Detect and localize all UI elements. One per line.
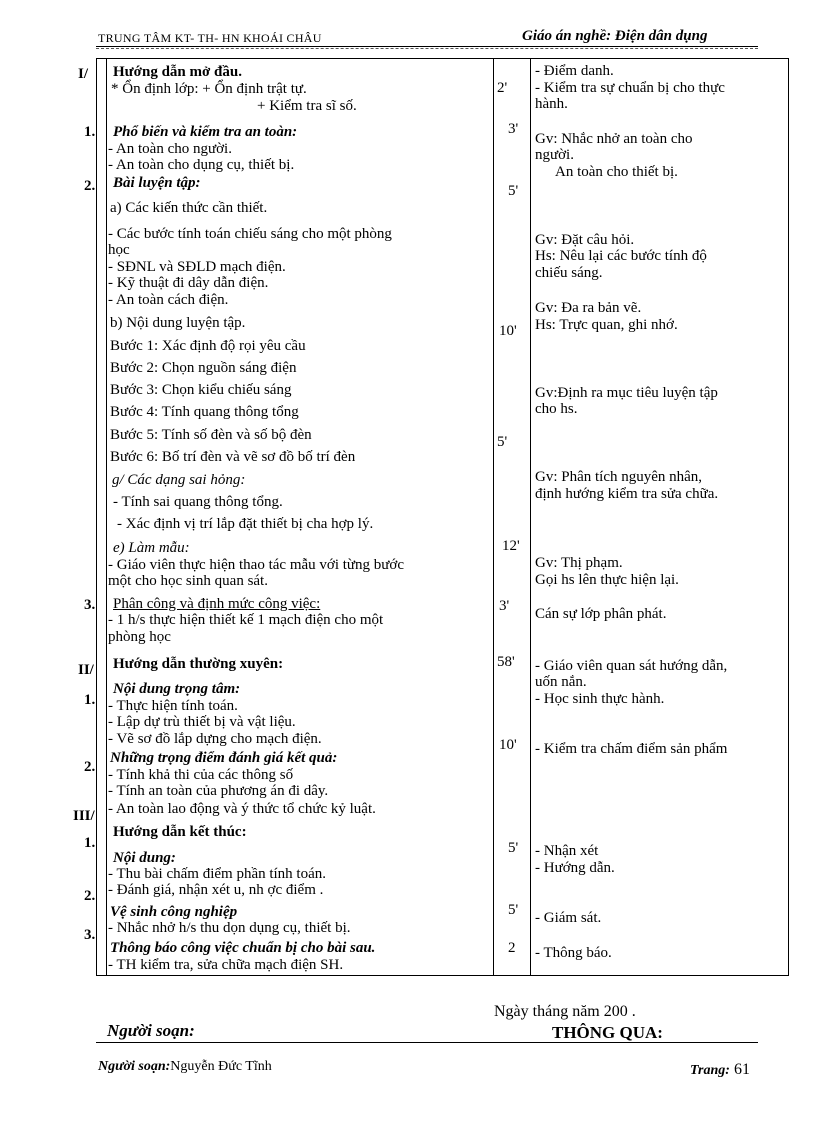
section-number: II/ xyxy=(78,662,94,678)
content-line: học xyxy=(108,242,130,258)
page-number-value: 61 xyxy=(733,1061,750,1078)
duration: 5' xyxy=(508,183,519,199)
duration: 2' xyxy=(497,80,508,96)
content-line: phòng học xyxy=(108,629,171,645)
duration: 5' xyxy=(508,902,519,918)
content-line: Bước 5: Tính số đèn và số bộ đèn xyxy=(110,427,312,443)
section-number: 1. xyxy=(84,124,96,140)
header-subject: Giáo án nghề: Điện dân dụng xyxy=(522,28,708,44)
content-line: Nội dung trọng tâm: xyxy=(113,681,241,697)
method-line: An toàn cho thiết bị. xyxy=(555,164,678,180)
content-line: - 1 h/s thực hiện thiết kế 1 mạch điện cho một xyxy=(108,612,384,628)
section-number: 3. xyxy=(84,927,96,943)
table-grid-line xyxy=(96,58,788,59)
content-line: + Kiểm tra sĩ số. xyxy=(257,98,357,114)
section-number: 1. xyxy=(84,835,96,851)
method-line: hành. xyxy=(535,96,568,112)
content-line: Hướng dẫn kết thúc: xyxy=(113,824,247,840)
content-line: - Vẽ sơ đồ lắp dựng cho mạch điện. xyxy=(108,731,322,747)
section-number: 2. xyxy=(84,759,96,775)
method-line: định hướng kiểm tra sửa chữa. xyxy=(535,486,719,502)
page-number xyxy=(690,1061,750,1079)
section-number: 3. xyxy=(84,597,96,613)
method-line: - Nhận xét xyxy=(535,843,599,859)
page-label: Trang: xyxy=(690,1063,730,1078)
header-rule-dashed xyxy=(96,48,758,49)
prepared-by-label: Người soạn: xyxy=(107,1021,195,1040)
section-number: III/ xyxy=(73,808,95,824)
content-line: - An toàn cho dụng cụ, thiết bị. xyxy=(108,157,295,173)
content-line: Hướng dẫn thường xuyên: xyxy=(113,656,284,672)
duration: 10' xyxy=(499,737,517,753)
method-line: Gv: Đa ra bản vẽ. xyxy=(535,300,642,316)
content-line: - TH kiểm tra, sửa chữa mạch điện SH. xyxy=(108,957,344,973)
duration: 5' xyxy=(497,434,508,450)
method-line: Gv:Định ra mục tiêu luyện tập xyxy=(535,385,718,401)
content-line: Hướng dẫn mở đầu. xyxy=(113,64,242,80)
header-rule xyxy=(96,46,758,47)
content-line: Phổ biến và kiểm tra an toàn: xyxy=(113,124,298,140)
content-line: b) Nội dung luyện tập. xyxy=(110,315,246,331)
duration: 2 xyxy=(508,940,516,956)
section-number: 2. xyxy=(84,888,96,904)
content-line: - Tính sai quang thông tổng. xyxy=(113,494,283,510)
table-grid-line xyxy=(530,58,531,976)
method-line: - Giám sát. xyxy=(535,910,602,926)
content-line: Nội dung: xyxy=(113,850,176,866)
duration: 12' xyxy=(502,538,520,554)
duration: 5' xyxy=(508,840,519,856)
method-line: Gọi hs lên thực hiện lại. xyxy=(535,572,679,588)
content-line: Bước 1: Xác định độ rọi yêu cầu xyxy=(110,338,306,354)
approved-label: THÔNG QUA: xyxy=(552,1023,663,1042)
table-grid-line xyxy=(493,58,494,976)
method-line: - Giáo viên quan sát hướng dẫn, xyxy=(535,658,728,674)
content-line: Thông báo công việc chuẩn bị cho bài sau. xyxy=(110,940,376,956)
method-line: - Kiểm tra sự chuẩn bị cho thực xyxy=(535,80,725,96)
author-label: Người soạn: xyxy=(98,1059,171,1074)
content-line: - Xác định vị trí lắp đặt thiết bị cha hợp lý. xyxy=(117,516,374,532)
content-line: - Lập dự trù thiết bị và vật liệu. xyxy=(108,714,296,730)
content-line: Bước 3: Chọn kiểu chiếu sáng xyxy=(110,382,292,398)
table-grid-line xyxy=(106,58,107,976)
method-line: - Thông báo. xyxy=(535,945,612,961)
content-line: - An toàn cách điện. xyxy=(108,292,229,308)
content-line: * Ổn định lớp: + Ổn định trật tự. xyxy=(111,81,307,97)
section-number: 1. xyxy=(84,692,96,708)
content-line: Bước 6: Bố trí đèn và vẽ sơ đồ bố trí đèn xyxy=(110,449,356,465)
table-grid-line xyxy=(96,975,788,976)
content-line: một cho học sinh quan sát. xyxy=(108,573,268,589)
content-line: - Tính an toàn của phương án đi dây. xyxy=(108,783,329,799)
method-line: cho hs. xyxy=(535,401,578,417)
content-line: - SĐNL và SĐLD mạch điện. xyxy=(108,259,286,275)
content-line: e) Làm mẫu: xyxy=(113,540,190,556)
section-number: I/ xyxy=(78,66,89,82)
method-line: - Kiểm tra chấm điểm sản phẩm xyxy=(535,741,728,757)
method-line: Hs: Trực quan, ghi nhớ. xyxy=(535,317,678,333)
method-line: Cán sự lớp phân phát. xyxy=(535,606,667,622)
duration: 10' xyxy=(499,323,517,339)
method-line: - Học sinh thực hành. xyxy=(535,691,665,707)
content-line: Bài luyện tập: xyxy=(113,175,201,191)
content-line: - Thực hiện tính toán. xyxy=(108,698,238,714)
footer-rule xyxy=(96,1042,758,1043)
date-line: Ngày tháng năm 200 . xyxy=(494,1003,636,1020)
content-line: - An toàn lao động và ý thức tổ chức kỷ luật. xyxy=(108,801,376,817)
content-line: g/ Các dạng sai hỏng: xyxy=(112,472,246,488)
content-line: - Thu bài chấm điểm phần tính toán. xyxy=(108,866,327,882)
content-line: - Tính khả thi của các thông số xyxy=(108,767,294,783)
content-line: - Các bước tính toán chiếu sáng cho một phòng xyxy=(108,226,392,242)
content-line: Bước 4: Tính quang thông tổng xyxy=(110,404,299,420)
header-school: TRUNG TÂM KT- TH- HN KHOÁI CHÂU xyxy=(98,31,322,45)
method-line: Gv: Thị phạm. xyxy=(535,555,623,571)
author-name: Nguyễn Đức Tĩnh xyxy=(170,1059,272,1074)
content-line: - Giáo viên thực hiện thao tác mẫu với từng bước xyxy=(108,557,405,573)
duration: 58' xyxy=(497,654,515,670)
table-grid-line xyxy=(96,58,97,976)
duration: 3' xyxy=(508,121,519,137)
content-line: - Nhắc nhở h/s thu dọn dụng cụ, thiết bị. xyxy=(108,920,351,936)
content-line: a) Các kiến thức cần thiết. xyxy=(110,200,268,216)
content-line: - Đánh giá, nhận xét u, nh ợc điểm . xyxy=(108,882,324,898)
method-line: chiếu sáng. xyxy=(535,265,603,281)
table-grid-line xyxy=(788,58,789,976)
method-line: Gv: Đặt câu hỏi. xyxy=(535,232,635,248)
author-line xyxy=(98,1059,272,1075)
content-line: - An toàn cho người. xyxy=(108,141,232,157)
method-line: người. xyxy=(535,147,574,163)
method-line: Gv: Phân tích nguyên nhân, xyxy=(535,469,703,485)
method-line: - Hướng dẫn. xyxy=(535,860,615,876)
duration: 3' xyxy=(499,598,510,614)
section-number: 2. xyxy=(84,178,96,194)
method-line: - Điểm danh. xyxy=(535,63,614,79)
method-line: Gv: Nhắc nhở an toàn cho xyxy=(535,131,693,147)
method-line: Hs: Nêu lại các bước tính độ xyxy=(535,248,707,264)
content-line: Phân công và định mức công việc: xyxy=(113,596,321,612)
content-line: Bước 2: Chọn nguồn sáng điện xyxy=(110,360,297,376)
content-line: - Kỹ thuật đi dây dẫn điện. xyxy=(108,275,269,291)
content-line: Những trọng điểm đánh giá kết quả: xyxy=(110,750,338,766)
method-line: uốn nắn. xyxy=(535,674,587,690)
content-line: Vệ sinh công nghiệp xyxy=(110,904,238,920)
